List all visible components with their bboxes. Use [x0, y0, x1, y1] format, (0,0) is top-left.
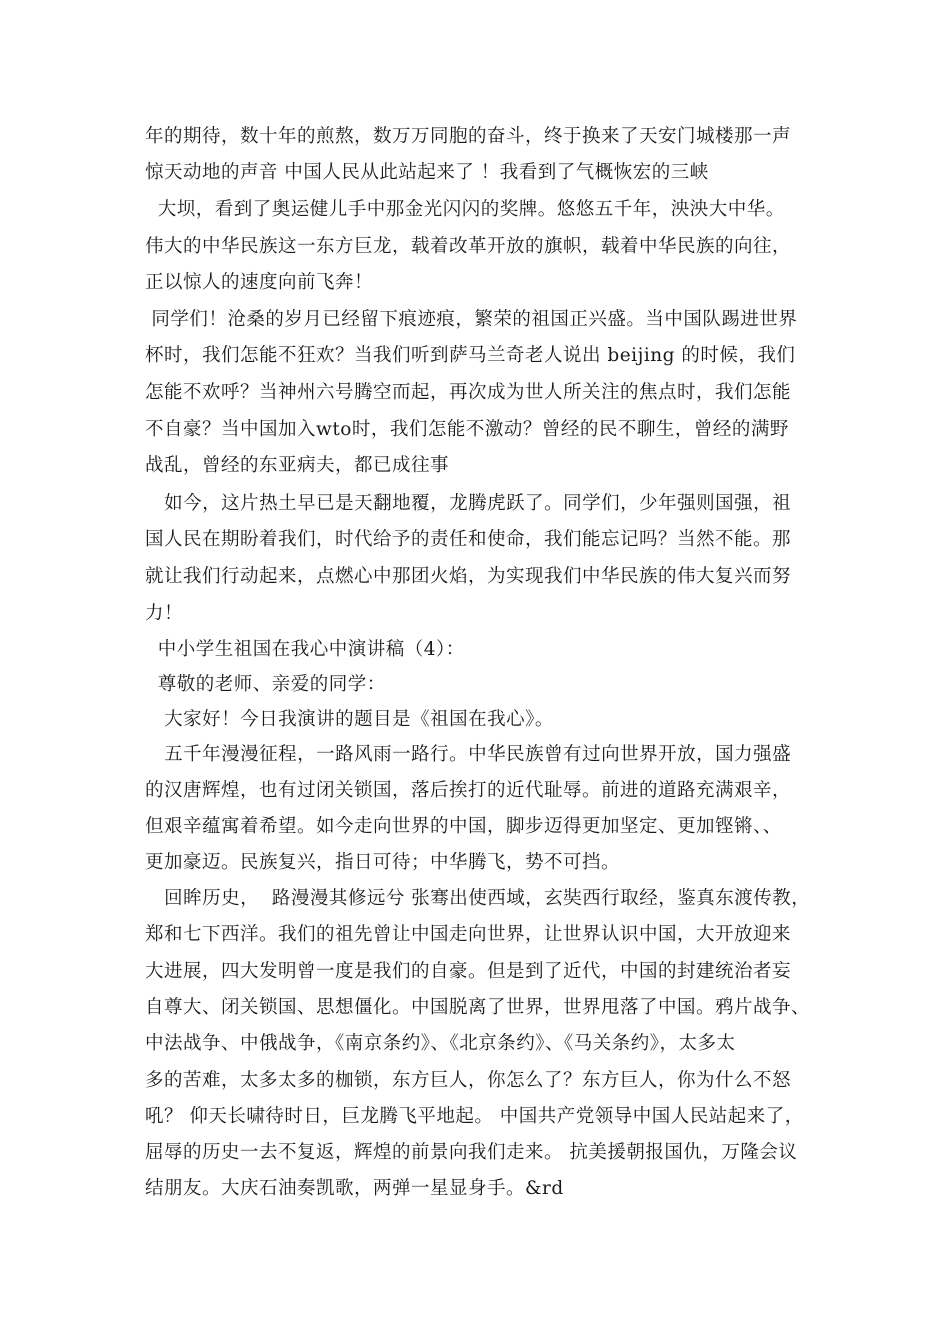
text-line: 大坝，看到了奥运健儿手中那金光闪闪的奖牌。悠悠五千年，泱泱大中华。 — [145, 199, 785, 220]
text-line: 吼？ 仰天长啸待时日，巨龙腾飞平地起。 中国共产党领导中国人民站起来了， — [145, 1106, 804, 1127]
text-line: 大家好！今日我演讲的题目是《祖国在我心》。 — [145, 709, 554, 730]
salutation: 尊敬的老师、亲爱的同学： — [145, 674, 386, 695]
text-line: 杯时，我们怎能不狂欢？当我们听到萨马兰奇老人说出 beijing 的时候，我们 — [145, 345, 796, 366]
text-line: 正以惊人的速度向前飞奔！ — [145, 272, 374, 293]
text-line: 更加豪迈。民族复兴，指日可待；中华腾飞，势不可挡。 — [145, 852, 621, 873]
text-line: 的汉唐辉煌，也有过闭关锁国，落后挨打的近代耻辱。前进的道路充满艰辛， — [145, 780, 792, 801]
text-line: 郑和七下西洋。我们的祖先曾让中国走向世界，让世界认识中国，大开放迎来 — [145, 924, 792, 945]
section-heading: 中小学生祖国在我心中演讲稿（4）： — [145, 639, 465, 660]
text-line: 五千年漫漫征程，一路风雨一路行。中华民族曾有过向世界开放，国力强盛 — [145, 744, 792, 765]
text-line: 国人民在期盼着我们，时代给予的责任和使命，我们能忘记吗？当然不能。那 — [145, 529, 792, 550]
text-line: 力！ — [145, 603, 184, 624]
text-line: 屈辱的历史一去不复返，辉煌的前景向我们走来。 抗美援朝报国仇，万隆会议 — [145, 1142, 798, 1163]
text-line: 结朋友。大庆石油奏凯歌，两弹一星显身手。&rd — [145, 1178, 564, 1199]
text-line: 战乱，曾经的东亚病夫，都已成往事 — [145, 455, 450, 476]
text-line: 自尊大、闭关锁国、思想僵化。中国脱离了世界，世界甩落了中国。鸦片战争、 — [145, 997, 811, 1018]
text-line: 就让我们行动起来，点燃心中那团火焰，为实现我们中华民族的伟大复兴而努 — [145, 566, 792, 587]
text-line: 多的苦难，太多太多的枷锁，东方巨人，你怎么了？东方巨人，你为什么不怒 — [145, 1070, 792, 1091]
text-line: 回眸历史， 路漫漫其修远兮 张骞出使西域，玄奘西行取经，鉴真东渡传教， — [145, 888, 811, 909]
text-line: 不自豪？当中国加入wto时，我们怎能不激动？曾经的民不聊生，曾经的满野 — [145, 419, 789, 440]
text-line: 惊天动地的声音 中国人民从此站起来了 ！我看到了气概恢宏的三峡 — [145, 162, 709, 183]
text-line: 中法战争、中俄战争，《南京条约》、《北京条约》、《马关条约》，太多太 — [145, 1033, 736, 1054]
text-line: 伟大的中华民族这一东方巨龙，载着改革开放的旗帜，载着中华民族的向往， — [145, 236, 792, 257]
text-line: 如今，这片热土早已是天翻地覆，龙腾虎跃了。同学们，少年强则国强，祖 — [145, 493, 792, 514]
text-line: 同学们！沧桑的岁月已经留下痕迹痕，繁荣的祖国正兴盛。当中国队踢进世界 — [145, 309, 798, 330]
text-line: 年的期待，数十年的煎熬，数万万同胞的奋斗，终于换来了天安门城楼那一声 — [145, 126, 792, 147]
text-line: 但艰辛蕴寓着希望。如今走向世界的中国，脚步迈得更加坚定、更加铿锵、、 — [145, 816, 782, 837]
text-line: 大进展，四大发明曾一度是我们的自豪。但是到了近代，中国的封建统治者妄 — [145, 961, 792, 982]
text-line: 怎能不欢呼？当神州六号腾空而起，再次成为世人所关注的焦点时，我们怎能 — [145, 382, 792, 403]
